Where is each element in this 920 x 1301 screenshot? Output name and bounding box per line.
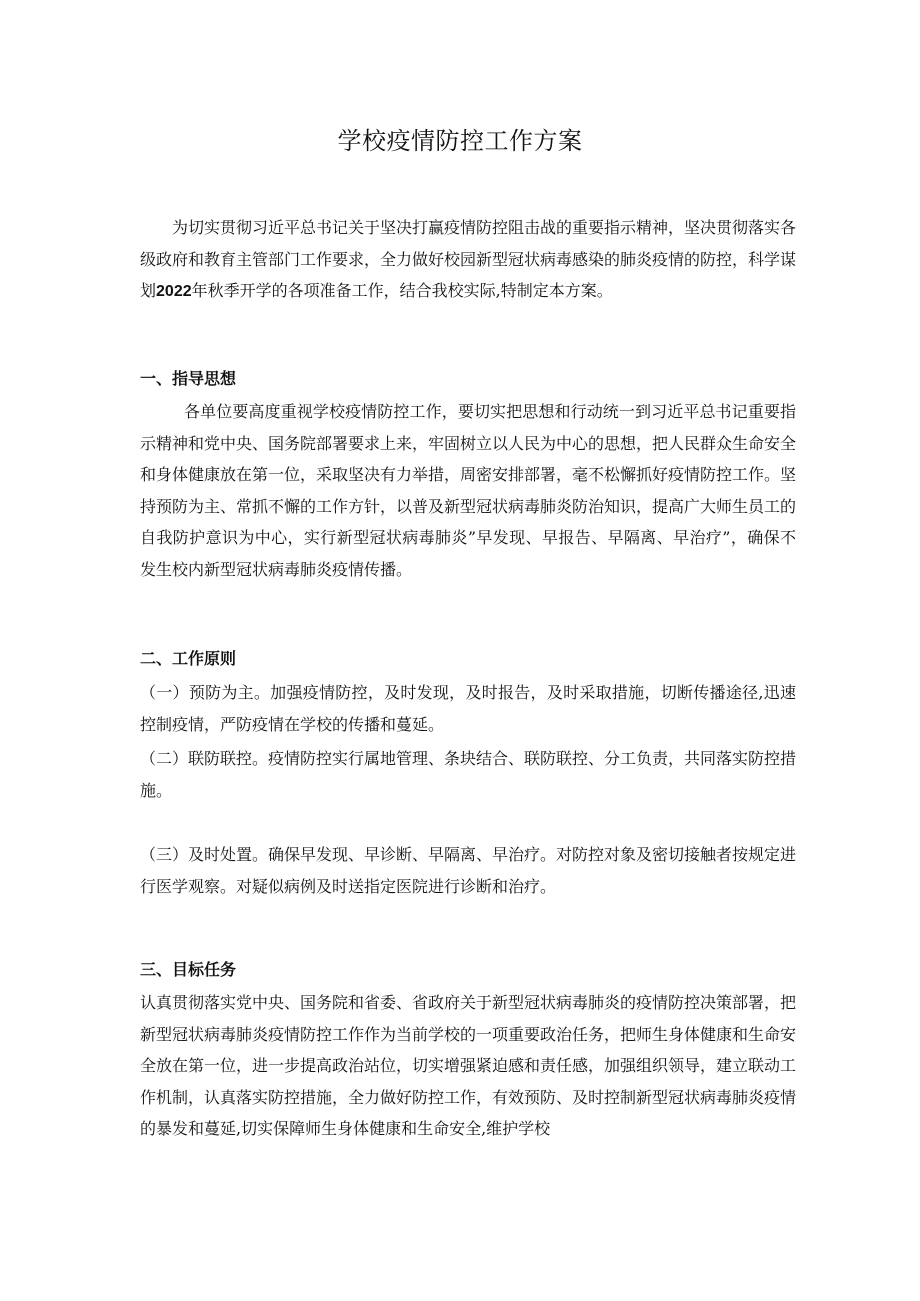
section-heading-goals-tasks: 三、目标任务: [140, 960, 237, 979]
intro-text: 为切实贯彻习近平总书记关于坚决打赢疫情防控阻击战的重要指示精神，坚决贯彻落实各级政府和教育主管部门工作要求，全力做好校园新型冠状病毒感染的肺炎疫情的防控，科学谋划: [140, 218, 797, 300]
intro-year: 2022: [156, 283, 192, 300]
section-heading-work-principles: 二、工作原则: [140, 649, 237, 668]
principle-item: （三）及时处置。确保早发现、早诊断、早隔离、早治疗。对防控对象及密切接触者按规定进行医学观察。对疑似病例及时送指定医院进行诊断和治疗。: [140, 845, 797, 896]
intro-paragraph: [140, 212, 796, 308]
section-paragraph: 认真贯彻落实党中央、国务院和省委、省政府关于新型冠状病毒肺炎的疫情防控决策部署，把新型冠状病毒肺炎疫情防控工作作为当前学校的一项重要政治任务，把师生身体健康和生命安全放在第一位，进一步提高政治站位，切实增强紧迫感和责任感，加强组织领导，建立联动工作机制，认真落实防控措施，全力做好防控工作，有效预防、及时控制新型冠状病毒肺炎疫情的暴发和蔓延,切实保障师生身体健康和生命安全,维护学校: [140, 993, 797, 1138]
intro-text-end: 年秋季开学的各项准备工作，结合我校实际,特制定本方案。: [191, 281, 613, 300]
page-title: 学校疫情防控工作方案: [337, 127, 583, 155]
principle-item: （一）预防为主。加强疫情防控，及时发现，及时报告，及时采取措施，切断传播途径,迅速控制疫情，严防疫情在学校的传播和蔓延。: [140, 683, 796, 734]
section-heading-guiding-ideology: 一、指导思想: [140, 369, 237, 388]
section-paragraph: 各单位要高度重视学校疫情防控工作，要切实把思想和行动统一到习近平总书记重要指示精神和党中央、国务院部署要求上来，牢固树立以人民为中心的思想，把人民群众生命安全和身体健康放在第一位，采取坚决有力举措，周密安排部署，毫不松懈抓好疫情防控工作。坚持预防为主、常抓不懈的工作方针，以普及新型冠状病毒肺炎防治知识，提高广大师生员工的自我防护意识为中心，实行新型冠状病毒肺炎”早发现、早报告、早隔离、早治疗”，确保不发生校内新型冠状病毒肺炎疫情传播。: [140, 402, 797, 579]
principle-item: （二）联防联控。疫情防控实行属地管理、条块结合、联防联控、分工负责，共同落实防控措施。: [140, 749, 797, 800]
